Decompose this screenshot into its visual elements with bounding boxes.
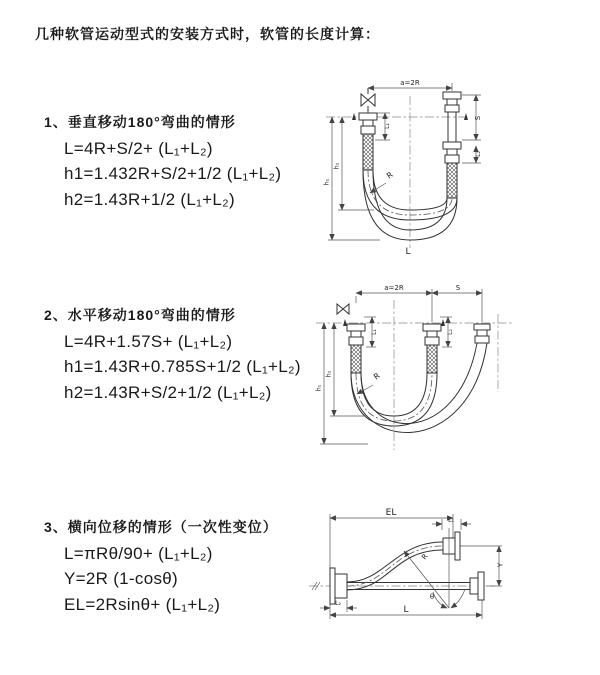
dim-label-h2: h₂ xyxy=(333,162,341,170)
right-fitting xyxy=(474,324,490,343)
dim-label-l1: L₁ xyxy=(448,517,454,524)
dim-label-el: EL xyxy=(385,508,397,518)
hose-u-bends xyxy=(351,343,487,433)
page-title: 几种软管运动型式的安装方式时，软管的长度计算： xyxy=(35,26,380,42)
dim-label-h1: h₁ xyxy=(315,384,323,392)
bottom-right-flange xyxy=(470,572,484,600)
dimension-l1 xyxy=(432,517,471,530)
dim-label-y: Y xyxy=(496,562,505,568)
dim-label-s: S xyxy=(474,115,482,121)
up-arrow xyxy=(464,113,468,120)
up-arrow xyxy=(441,319,445,326)
diagram-horizontal-180-bend xyxy=(312,276,517,468)
dim-label-h1: h₁ xyxy=(323,178,331,186)
top-right-flange xyxy=(443,532,460,560)
dimension-l2 xyxy=(320,600,357,612)
dim-label-l: L xyxy=(403,605,409,615)
valve-icon xyxy=(361,88,375,113)
diagram-lateral-displacement xyxy=(303,496,508,631)
dim-label-l1: L₁ xyxy=(371,329,378,335)
dim-label-l2: L₂ xyxy=(447,329,454,335)
middle-fitting xyxy=(423,324,441,373)
up-arrow xyxy=(343,319,347,326)
valve-icon xyxy=(337,304,349,314)
section-heading: 1、垂直移动180°弯曲的情形 xyxy=(44,114,236,130)
section-lateral-displacement xyxy=(44,517,278,617)
dimension-l2 xyxy=(440,317,454,347)
dim-label-r: R xyxy=(420,552,430,562)
dim-label-span: a=2R xyxy=(384,284,404,292)
formula-line: h2=1.43R+1/2 (L₁+L₂) xyxy=(64,189,235,209)
section-heading: 3、横向位移的情形（一次性变位） xyxy=(44,519,278,535)
dim-label-r: R xyxy=(371,371,382,382)
formula-line: Y=2R (1-cosθ) xyxy=(64,569,178,589)
section-vertical-movement xyxy=(44,112,281,212)
dim-label-l2: L₂ xyxy=(475,151,482,157)
formula-line: h1=1.43R+0.785S+1/2 (L₁+L₂) xyxy=(64,357,301,377)
dim-label-l-total: L xyxy=(405,247,411,257)
dim-label-l2: L₂ xyxy=(335,600,341,607)
section-horizontal-movement xyxy=(44,305,301,405)
section-heading: 2、水平移动180°弯曲的情形 xyxy=(44,307,236,323)
left-fitting xyxy=(347,324,365,373)
dimension-l2 xyxy=(462,146,482,163)
dim-label-l1: L₁ xyxy=(384,123,391,129)
dimension-l1 xyxy=(364,317,378,347)
formula-line: EL=2Rsinθ+ (L₁+L₂) xyxy=(64,594,221,614)
dim-label-r: R xyxy=(384,170,395,181)
dim-label-s: S xyxy=(455,284,461,292)
radius-callout xyxy=(420,552,429,561)
formula-line: h2=1.43R+S/2+1/2 (L₁+L₂) xyxy=(64,382,272,402)
dimension-el xyxy=(330,508,453,568)
dim-label-span: a=2R xyxy=(400,79,420,87)
up-arrow xyxy=(352,113,356,120)
formula-line: L=4R+1.57S+ (L₁+L₂) xyxy=(64,332,233,351)
right-fitting xyxy=(443,92,461,198)
formula-line: h1=1.432R+S/2+1/2 (L₁+L₂) xyxy=(64,164,282,184)
dimension-span xyxy=(368,79,452,91)
dim-label-theta: θ xyxy=(429,593,435,601)
diagram-vertical-180-bend xyxy=(318,70,498,262)
dimension-s xyxy=(432,284,482,322)
left-flange xyxy=(330,568,347,604)
left-fitting xyxy=(359,113,377,170)
dim-label-h2: h₂ xyxy=(325,370,333,378)
formula-line: L=πRθ/90+ (L₁+L₂) xyxy=(64,544,213,563)
formula-line: L=4R+S/2+ (L₁+L₂) xyxy=(64,139,213,158)
